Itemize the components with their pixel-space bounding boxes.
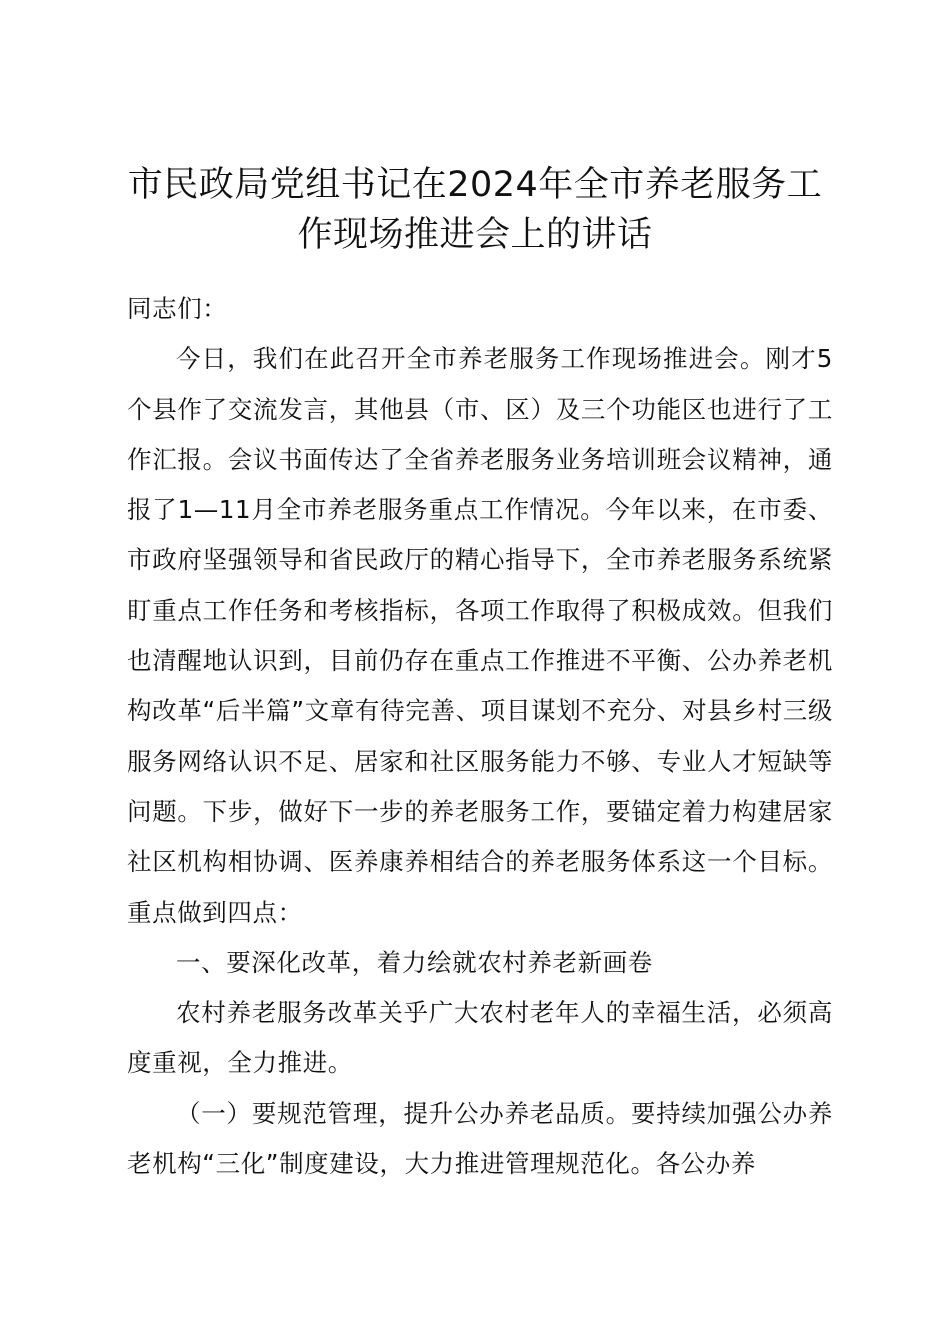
salutation: 同志们： bbox=[127, 294, 228, 323]
title-line-2: 作现场推进会上的讲话 bbox=[297, 215, 653, 255]
paragraph-subsection-1: （一）要规范管理，提升公办养老品质。要持续加强公办养老机构“三化”制度建设，大力推进管理规范化。各公办养 bbox=[127, 1098, 833, 1179]
paragraph-section-1-intro: 农村养老服务改革关乎广大农村老年人的幸福生活，必须高度重视，全力推进。 bbox=[127, 998, 833, 1078]
paragraph-opening: 今日，我们在此召开全市养老服务工作现场推进会。刚才5个县作了交流发言，其他县（市、区）及三个功能区也进行了工作汇报。会议书面传达了全省养老服务业务培训班会议精神，通报了1—11月全市养老服务重点工作情况。今年以来，在市委、市政府坚强领导和省民政厅的精心指导下，全市养老服务系统紧盯重点工作任务和考核指标，各项工作取得了积极成效。但我们也清醒地认识到，目前仍存在重点工作推进不平衡、公办养老机构改革“后半篇”文章有待完善、项目谋划不充分、对县乡村三级服务网络认识不足、居家和社区服务能力不够、专业人才短缺等问题。下步，做好下一步的养老服务工作，要锚定着力构建居家社区机构相协调、医养康养相结合的养老服务体系这一个目标。重点做到四点： bbox=[127, 344, 833, 927]
section-heading-1: 一、要深化改革，着力绘就农村养老新画卷 bbox=[176, 947, 653, 977]
document-body bbox=[127, 284, 833, 1189]
document-title bbox=[118, 160, 832, 260]
title-line-1: 市民政局党组书记在2024年全市养老服务工 bbox=[127, 165, 823, 205]
